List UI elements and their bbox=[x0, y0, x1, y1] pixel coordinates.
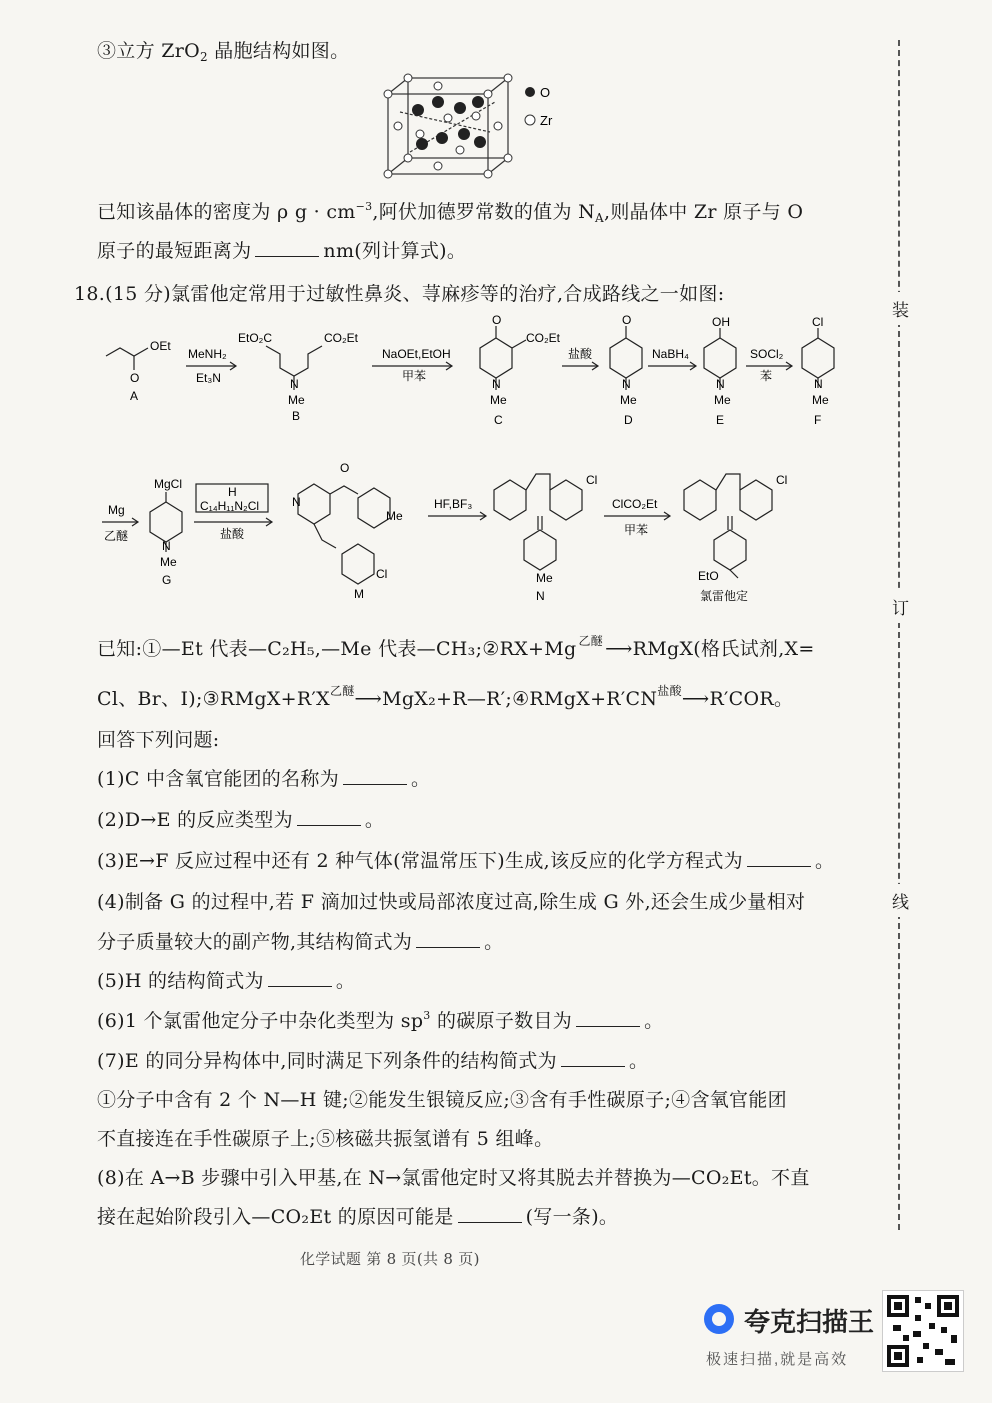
compound-e-label: E bbox=[716, 413, 725, 427]
known-line-2: Cl、Br、$I);③RMgX+R'X^{乙醚}⟶MgX_2+R—R';④RMgX+R'CN^{盐酸}⟶R'COR$。 bbox=[97, 684, 794, 710]
watermark-subtitle: 极速扫描,就是高效 bbox=[706, 1351, 849, 1368]
reagent-hcl-1: 盐酸 bbox=[568, 347, 593, 361]
reagent-naoet: NaOEt,EtOH bbox=[382, 347, 451, 361]
qr-code-icon bbox=[882, 1290, 964, 1372]
label-n-c: N bbox=[492, 377, 501, 391]
label-co2et-c: CO₂Et bbox=[526, 331, 560, 345]
compound-b-label: B bbox=[292, 409, 301, 423]
label-cl-product: Cl bbox=[776, 473, 788, 487]
reagent-toluene-1: 甲苯 bbox=[402, 369, 427, 383]
reagent-ether: 乙醚 bbox=[104, 529, 129, 543]
label-co2et-b: CO₂Et bbox=[324, 331, 358, 345]
margin-char-ding: 订 bbox=[892, 590, 909, 623]
q17-distance-line: 原子的最短距离为 nm(列计算式)。 bbox=[97, 240, 467, 262]
product-label: 氯雷他定 bbox=[700, 589, 749, 603]
reagent-nabh4: NaBH₄ bbox=[652, 347, 689, 361]
legend-o-label: O bbox=[540, 85, 551, 100]
part-3: (3)E→F 反应过程中还有 2 种气体(常温常压下)生成,该反应的化学方程式为 。 bbox=[97, 850, 835, 872]
scanner-logo-icon bbox=[704, 1304, 734, 1334]
label-oet: OEt bbox=[150, 339, 171, 353]
answer-blank[interactable] bbox=[297, 811, 361, 826]
answer-blank[interactable] bbox=[255, 242, 319, 257]
part-4-line-1: (4)制备 G 的过程中,若 F 滴加过快或局部浓度过高,除生成 G 外,还会生成少量相对 bbox=[97, 891, 806, 913]
q17-item3: ③立方 ZrO$_2$ 晶胞结构如图。 bbox=[97, 40, 350, 64]
page-footer: 化学试题 第 8 页(共 8 页) bbox=[300, 1250, 480, 1268]
answer-blank[interactable] bbox=[576, 1012, 640, 1027]
label-me-b: Me bbox=[288, 393, 305, 407]
label-o: O bbox=[130, 371, 140, 385]
part-5: (5)H 的结构简式为 。 bbox=[97, 970, 356, 992]
label-cl-n: Cl bbox=[586, 473, 598, 487]
part-4-line-2: 分子质量较大的副产物,其结构简式为 。 bbox=[97, 931, 504, 953]
label-cl-m: Cl bbox=[376, 567, 388, 581]
part-6: (6)1 个氯雷他定分子中杂化类型为 $sp^3$ 的碳原子数目为 。 bbox=[97, 1009, 664, 1032]
reagent-hcl-2: 盐酸 bbox=[220, 527, 245, 541]
label-eto2c: EtO₂C bbox=[238, 331, 272, 345]
part-7: (7)E 的同分异构体中,同时满足下列条件的结构简式为 。 bbox=[97, 1050, 649, 1072]
answer-blank[interactable] bbox=[747, 852, 811, 867]
reaction-scheme-row-2 bbox=[96, 458, 816, 608]
label-o-m: O bbox=[340, 461, 350, 475]
answer-blank[interactable] bbox=[268, 972, 332, 987]
reagent-menh2: MeNH₂ bbox=[188, 347, 227, 361]
margin-char-xian: 线 bbox=[892, 884, 909, 917]
part-2: (2)D→E 的反应类型为 。 bbox=[97, 809, 385, 831]
part-8-line-1: (8)在 A→B 步骤中引入甲基,在 N→氯雷他定时又将其脱去并替换为—CO₂Et。不直 bbox=[97, 1167, 810, 1189]
label-cl-f: Cl bbox=[812, 315, 824, 329]
label-me-e: Me bbox=[714, 393, 731, 407]
compound-g-label: G bbox=[162, 573, 172, 587]
reagent-h-box: H bbox=[228, 485, 237, 499]
margin-char-zhuang: 装 bbox=[892, 292, 909, 325]
reagent-mg: Mg bbox=[108, 503, 125, 517]
label-n-m: N bbox=[292, 495, 301, 509]
reagent-formula-box: C₁₄H₁₁N₂Cl bbox=[200, 499, 260, 513]
part-7-conditions-2: 不直接连在手性碳原子上;⑤核磁共振氢谱有 5 组峰。 bbox=[97, 1128, 554, 1150]
label-n-e: N bbox=[716, 377, 725, 391]
answer-blank[interactable] bbox=[561, 1052, 625, 1067]
label-n-me-m: Me bbox=[386, 509, 403, 523]
q18-heading: 18.(15 分)氯雷他定常用于过敏性鼻炎、荨麻疹等的治疗,合成路线之一如图: bbox=[74, 283, 725, 305]
legend-zr-label: Zr bbox=[540, 113, 553, 128]
label-n-f: N bbox=[814, 377, 823, 391]
compound-c-label: C bbox=[494, 413, 503, 427]
reaction-scheme-row-1 bbox=[96, 308, 856, 433]
label-me-g: Me bbox=[160, 555, 177, 569]
answer-blank[interactable] bbox=[343, 770, 407, 785]
reagent-hf-bf3: HF,BF₃ bbox=[434, 497, 473, 511]
compound-f-label: F bbox=[814, 413, 822, 427]
reagent-et3n: Et₃N bbox=[196, 371, 221, 385]
part-8-line-2: 接在起始阶段引入—CO₂Et 的原因可能是 (写一条)。 bbox=[97, 1206, 619, 1228]
known-line-1: 已知:①—Et 代表—C₂H₅,—Me 代表—CH₃;②RX+Mg $^{乙醚}$ ⟶RMgX(格氏试剂,X= bbox=[97, 634, 815, 660]
zro2-unit-cell-figure bbox=[380, 72, 600, 182]
label-me-c: Me bbox=[490, 393, 507, 407]
reagent-benzene: 苯 bbox=[760, 369, 773, 383]
label-n-b: N bbox=[290, 377, 299, 391]
label-o-c: O bbox=[492, 313, 502, 327]
reagent-toluene-2: 甲苯 bbox=[624, 523, 649, 537]
label-me-n: Me bbox=[536, 571, 553, 585]
compound-a-label: A bbox=[130, 389, 139, 403]
part-1: (1)C 中含氧官能团的名称为 。 bbox=[97, 768, 431, 790]
part-7-conditions-1: ①分子中含有 2 个 N—H 键;②能发生银镜反应;③含有手性碳原子;④含氧官能团 bbox=[97, 1089, 787, 1111]
compound-d-label: D bbox=[624, 413, 633, 427]
q17-density-line: 已知该晶体的密度为 ρ $g \cdot cm^{-3}$,阿伏加德罗常数的值为 $N_A$,则晶体中 Zr 原子与 O bbox=[97, 200, 804, 225]
answer-prompt: 回答下列问题: bbox=[97, 729, 220, 751]
reagent-socl2: SOCl₂ bbox=[750, 347, 784, 361]
label-n-g: N bbox=[162, 539, 171, 553]
compound-n-label: N bbox=[536, 589, 545, 603]
compound-m-label: M bbox=[354, 587, 364, 601]
label-eto: EtO bbox=[698, 569, 719, 583]
label-me-f: Me bbox=[812, 393, 829, 407]
scanner-watermark bbox=[700, 1290, 980, 1380]
reagent-clco2et: ClCO₂Et bbox=[612, 497, 658, 511]
label-o-d: O bbox=[622, 313, 632, 327]
answer-blank[interactable] bbox=[416, 933, 480, 948]
label-mgcl: MgCl bbox=[154, 477, 183, 491]
watermark-title: 夸克扫描王 bbox=[744, 1307, 875, 1337]
label-n-d: N bbox=[622, 377, 631, 391]
answer-blank[interactable] bbox=[458, 1208, 522, 1223]
binding-margin-line bbox=[898, 40, 900, 1230]
label-oh: OH bbox=[712, 315, 730, 329]
label-me-d: Me bbox=[620, 393, 637, 407]
